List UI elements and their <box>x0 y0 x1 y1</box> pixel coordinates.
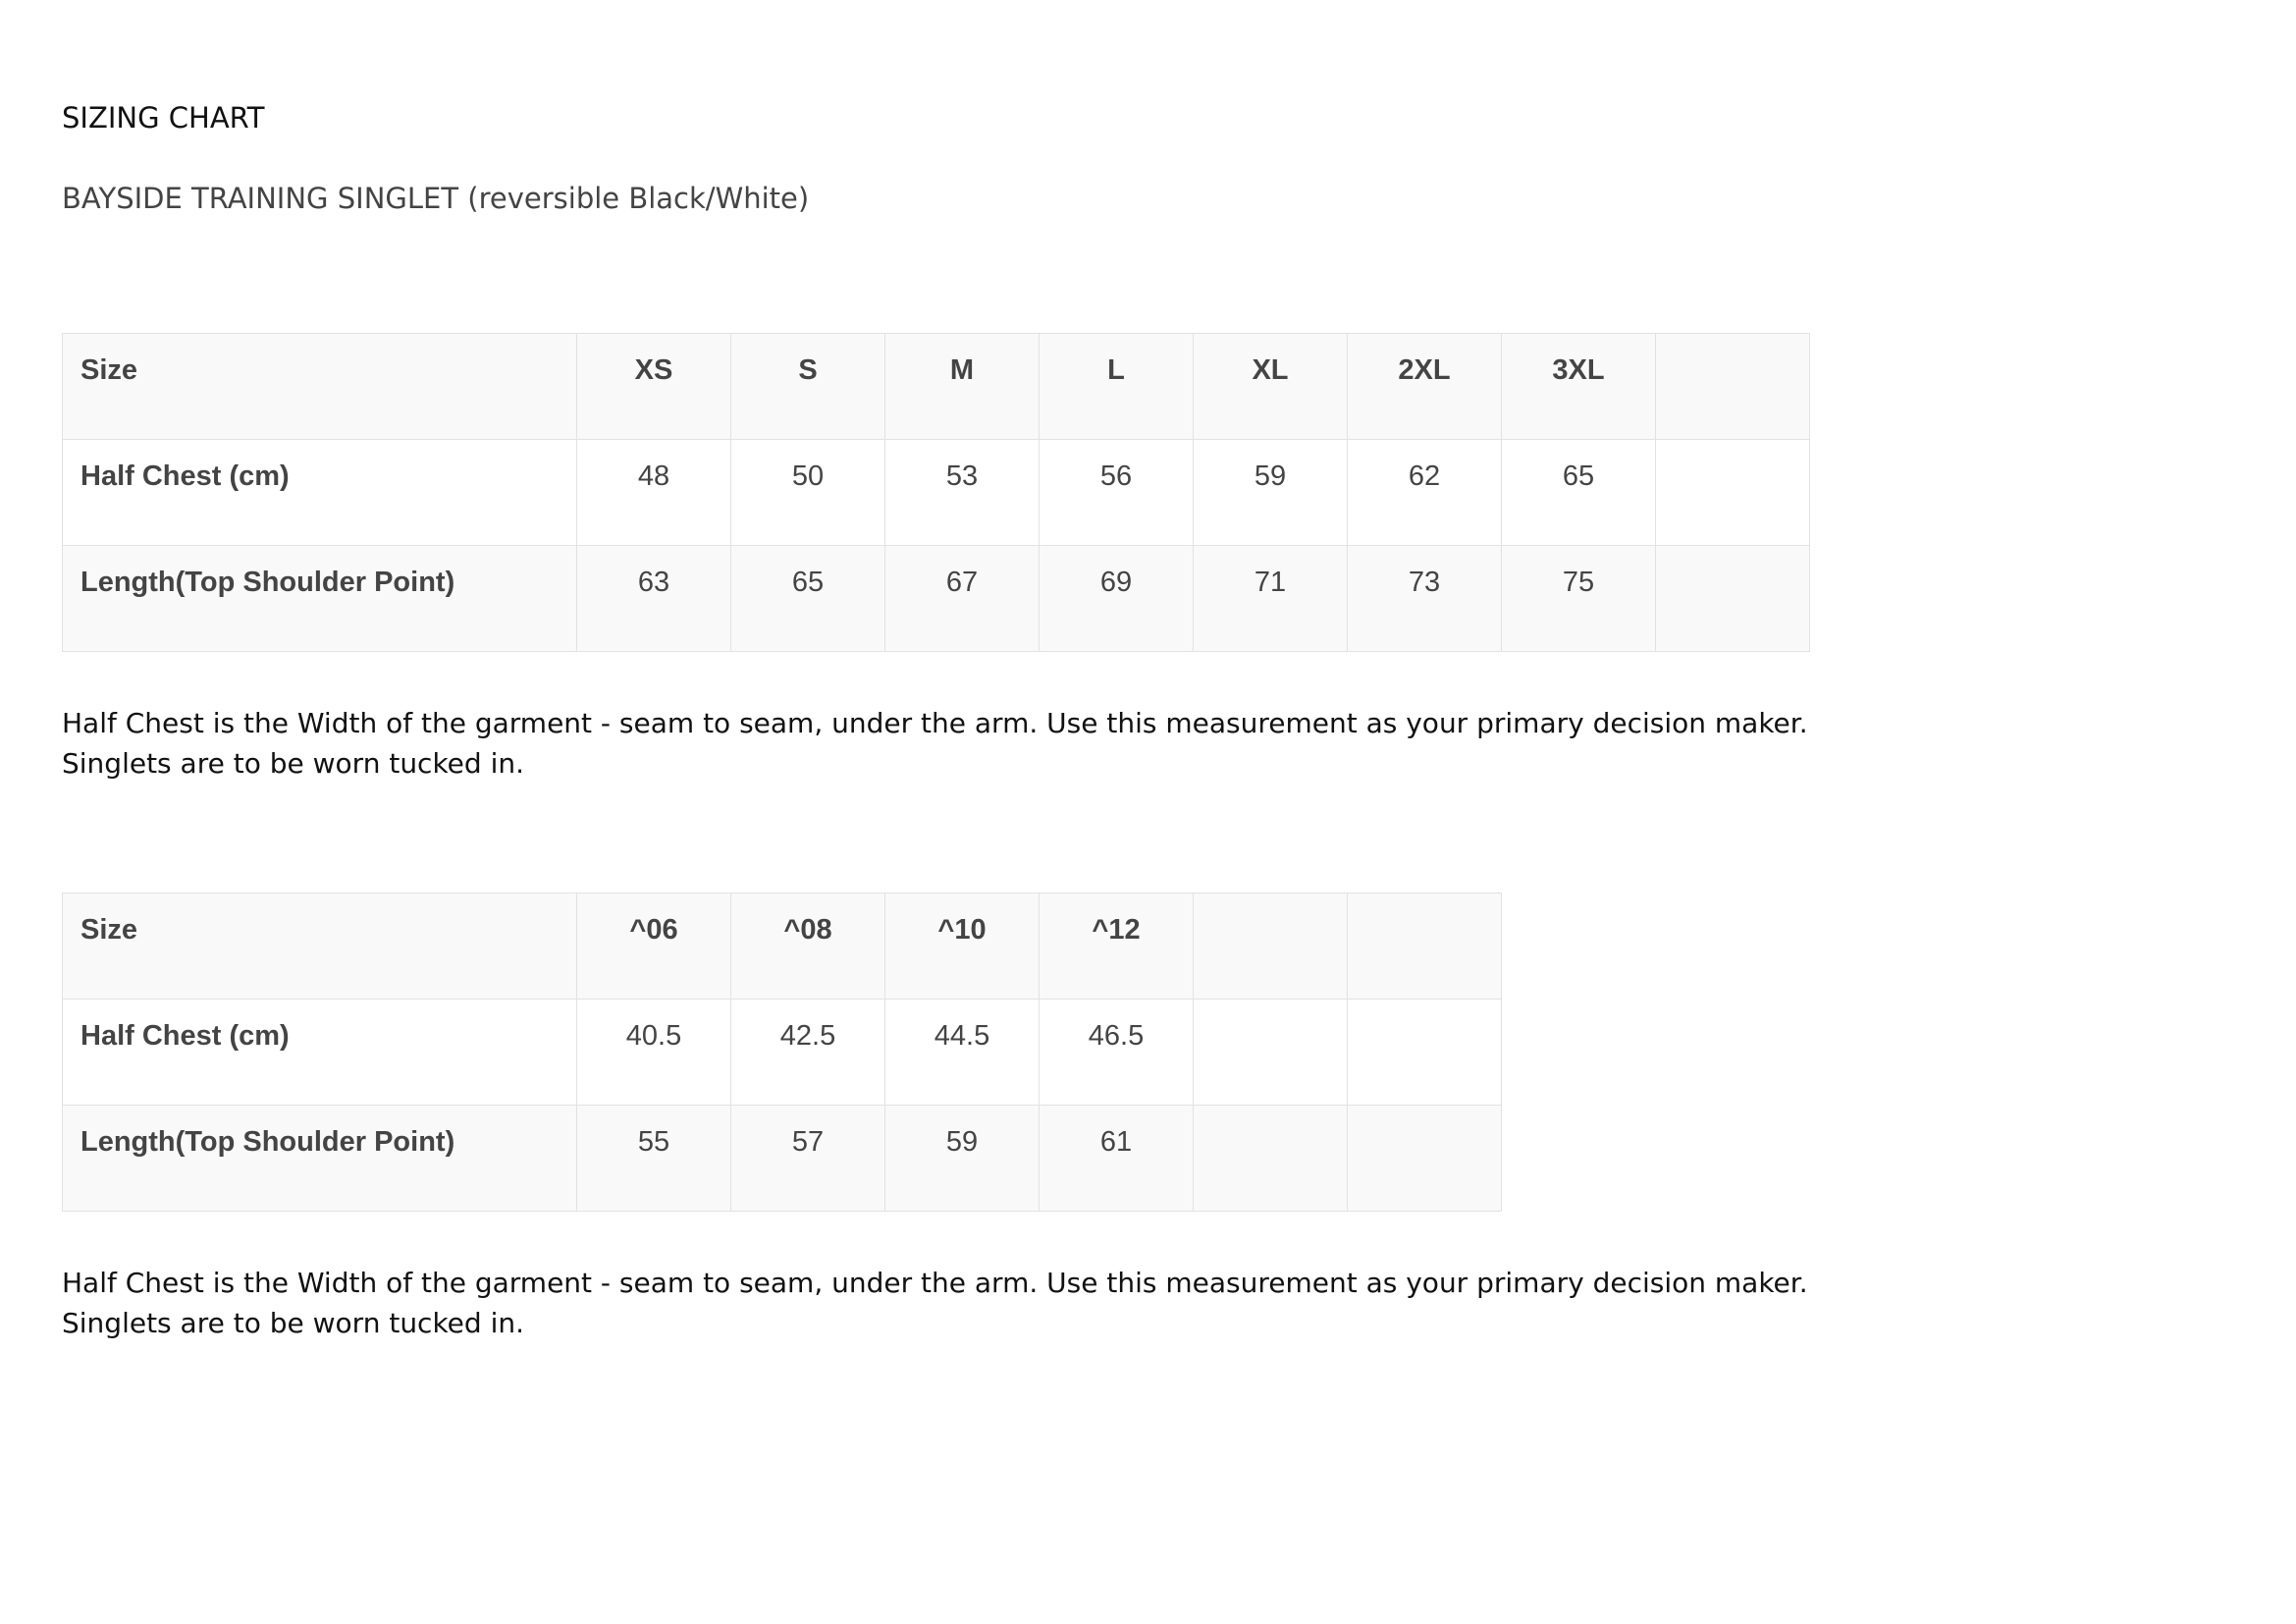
cell-value: 71 <box>1254 567 1287 598</box>
table-cell <box>731 334 885 440</box>
table-cell <box>885 1106 1040 1212</box>
cell-value: 73 <box>1408 567 1441 598</box>
size-label: XL <box>1252 354 1289 386</box>
table-row <box>63 1000 1502 1106</box>
sizing-note <box>62 703 1808 784</box>
table-cell <box>885 1000 1040 1106</box>
cell-value: 46.5 <box>1088 1020 1145 1052</box>
header-label-cell <box>63 334 577 440</box>
table-row <box>63 546 1810 652</box>
size-label: ^08 <box>783 914 832 946</box>
cell-value <box>1348 1106 1501 1125</box>
table-cell <box>1348 334 1502 440</box>
cell-value: 59 <box>945 1126 979 1158</box>
cell-value: 50 <box>791 460 825 492</box>
row-label: Half Chest (cm) <box>80 460 290 492</box>
table-cell <box>885 334 1040 440</box>
empty-cell <box>1348 1000 1502 1106</box>
cell-value <box>1194 1000 1347 1019</box>
sizing-note-line: Half Chest is the Width of the garment - seam to seam, under the arm. Use this measurement as your primary decision maker. <box>62 707 1808 739</box>
empty-cell <box>1656 546 1810 652</box>
cell-value: 44.5 <box>934 1020 990 1052</box>
cell-value: 69 <box>1099 567 1133 598</box>
cell-value: 65 <box>791 567 825 598</box>
size-label: 3XL <box>1552 354 1605 386</box>
size-label: 2XL <box>1398 354 1451 386</box>
row-label: Length(Top Shoulder Point) <box>80 1126 455 1158</box>
table-cell <box>1348 440 1502 546</box>
size-label <box>1656 334 1809 353</box>
sizing-note-line: Singlets are to be worn tucked in. <box>62 1307 524 1339</box>
cell-value <box>1656 440 1809 460</box>
table-cell <box>577 546 731 652</box>
size-label <box>1348 893 1501 913</box>
empty-cell <box>1348 1106 1502 1212</box>
empty-cell <box>1656 334 1810 440</box>
table-cell <box>731 440 885 546</box>
table-cell <box>1194 546 1348 652</box>
row-label-cell <box>63 1000 577 1106</box>
size-label <box>1194 893 1347 913</box>
cell-value: 56 <box>1099 460 1133 492</box>
cell-value <box>1348 1000 1501 1019</box>
table-cell <box>1040 1106 1194 1212</box>
table-cell <box>1040 1000 1194 1106</box>
sizing-note <box>62 1263 1808 1343</box>
table-cell <box>1348 546 1502 652</box>
cell-value: 57 <box>791 1126 825 1158</box>
empty-cell <box>1194 1000 1348 1106</box>
table-cell <box>885 440 1040 546</box>
cell-value: 67 <box>945 567 979 598</box>
table-cell <box>1502 546 1656 652</box>
table-cell <box>1194 440 1348 546</box>
header-label-cell <box>63 893 577 1000</box>
row-label: Half Chest (cm) <box>80 1020 290 1052</box>
size-label: L <box>1107 354 1125 386</box>
cell-value <box>1194 1106 1347 1125</box>
table-cell <box>1502 440 1656 546</box>
table-cell <box>577 440 731 546</box>
cell-value: 48 <box>637 460 670 492</box>
cell-value: 63 <box>637 567 670 598</box>
cell-value: 42.5 <box>779 1020 836 1052</box>
table-cell <box>577 334 731 440</box>
table-row <box>63 1106 1502 1212</box>
size-label: S <box>798 354 818 386</box>
table-cell <box>731 1106 885 1212</box>
table-cell <box>577 893 731 1000</box>
empty-cell <box>1656 440 1810 546</box>
empty-cell <box>1194 1106 1348 1212</box>
sizing-note-line: Singlets are to be worn tucked in. <box>62 747 524 780</box>
row-label: Length(Top Shoulder Point) <box>80 567 455 598</box>
table-header-row <box>63 893 1502 1000</box>
header-label: Size <box>80 354 138 386</box>
product-subtitle: BAYSIDE TRAINING SINGLET (reversible Black/White) <box>62 182 810 215</box>
cell-value <box>1656 546 1809 566</box>
size-label: M <box>949 354 975 386</box>
row-label-cell <box>63 546 577 652</box>
page-title: SIZING CHART <box>62 101 265 135</box>
size-label: ^10 <box>937 914 987 946</box>
table-cell <box>577 1106 731 1212</box>
table-cell <box>1040 334 1194 440</box>
table-cell <box>731 546 885 652</box>
cell-value: 75 <box>1562 567 1595 598</box>
size-label: ^12 <box>1092 914 1141 946</box>
table-cell <box>731 1000 885 1106</box>
row-label-cell <box>63 1106 577 1212</box>
table-cell <box>1040 893 1194 1000</box>
cell-value: 62 <box>1408 460 1441 492</box>
sizing-note-line: Half Chest is the Width of the garment - seam to seam, under the arm. Use this measurement as your primary decision maker. <box>62 1267 1808 1299</box>
row-label-cell <box>63 440 577 546</box>
table-cell <box>885 546 1040 652</box>
empty-cell <box>1194 893 1348 1000</box>
size-label: XS <box>634 354 673 386</box>
cell-value: 40.5 <box>625 1020 682 1052</box>
table-cell <box>1502 334 1656 440</box>
table-cell <box>577 1000 731 1106</box>
empty-cell <box>1348 893 1502 1000</box>
cell-value: 59 <box>1254 460 1287 492</box>
table-cell <box>1040 546 1194 652</box>
table-cell <box>731 893 885 1000</box>
kids-size-table <box>62 893 1502 1212</box>
header-label: Size <box>80 914 138 946</box>
cell-value: 53 <box>945 460 979 492</box>
adult-size-table <box>62 333 1810 652</box>
cell-value: 61 <box>1099 1126 1133 1158</box>
cell-value: 55 <box>637 1126 670 1158</box>
cell-value: 65 <box>1562 460 1595 492</box>
size-label: ^06 <box>629 914 678 946</box>
table-cell <box>1194 334 1348 440</box>
table-cell <box>885 893 1040 1000</box>
table-header-row <box>63 334 1810 440</box>
table-row <box>63 440 1810 546</box>
table-cell <box>1040 440 1194 546</box>
